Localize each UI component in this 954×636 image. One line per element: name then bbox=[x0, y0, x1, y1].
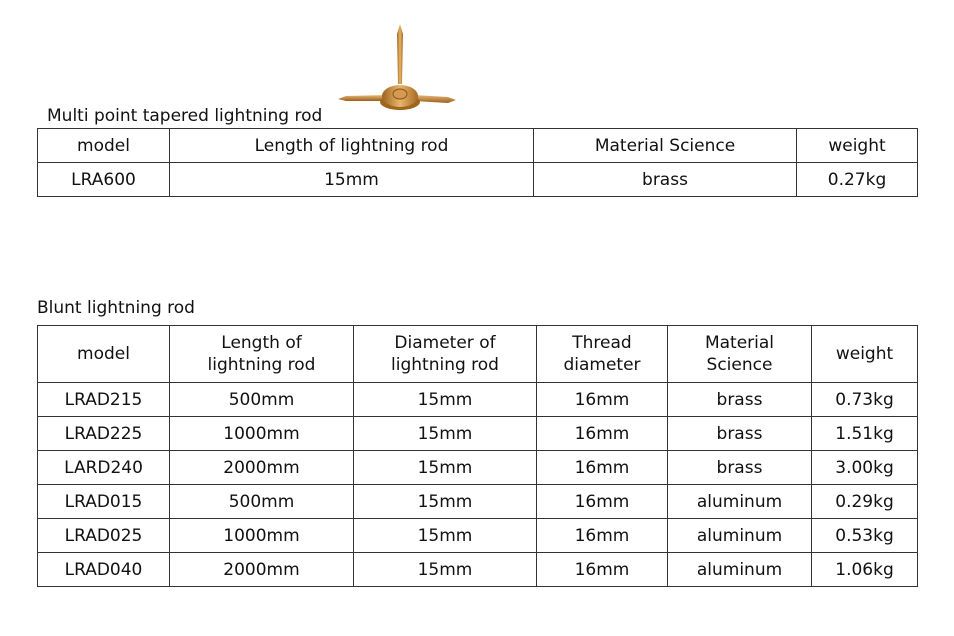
multi-point-rod-caption: Multi point tapered lightning rod bbox=[47, 106, 323, 126]
table-row bbox=[38, 417, 918, 451]
cell-material: aluminum bbox=[668, 553, 812, 587]
cell-material: brass bbox=[534, 163, 797, 197]
header-material: Material Science bbox=[534, 129, 797, 163]
cell-model: LRAD215 bbox=[38, 383, 170, 417]
cell-length: 2000mm bbox=[170, 451, 354, 485]
cell-thread-diameter: 16mm bbox=[537, 417, 668, 451]
cell-model: LRAD040 bbox=[38, 553, 170, 587]
cell-diameter: 15mm bbox=[354, 553, 537, 587]
cell-material: brass bbox=[668, 383, 812, 417]
cell-thread-diameter: 16mm bbox=[537, 383, 668, 417]
table-row bbox=[38, 485, 918, 519]
cell-weight: 1.06kg bbox=[812, 553, 918, 587]
header-thread-diameter: Thread diameter bbox=[537, 326, 668, 383]
cell-weight: 3.00kg bbox=[812, 451, 918, 485]
cell-length: 500mm bbox=[170, 485, 354, 519]
cell-model: LARD240 bbox=[38, 451, 170, 485]
blunt-rod-table bbox=[37, 325, 918, 587]
header-weight: weight bbox=[797, 129, 918, 163]
cell-length: 500mm bbox=[170, 383, 354, 417]
cell-weight: 1.51kg bbox=[812, 417, 918, 451]
multi-point-lightning-rod-icon bbox=[336, 22, 458, 114]
header-length: Length of lightning rod bbox=[170, 326, 354, 383]
cell-material: brass bbox=[668, 417, 812, 451]
cell-thread-diameter: 16mm bbox=[537, 451, 668, 485]
cell-material: aluminum bbox=[668, 519, 812, 553]
cell-weight: 0.27kg bbox=[797, 163, 918, 197]
cell-diameter: 15mm bbox=[354, 383, 537, 417]
cell-material: aluminum bbox=[668, 485, 812, 519]
header-length: Length of lightning rod bbox=[170, 129, 534, 163]
cell-material: brass bbox=[668, 451, 812, 485]
cell-diameter: 15mm bbox=[354, 485, 537, 519]
header-material: Material Science bbox=[668, 326, 812, 383]
cell-diameter: 15mm bbox=[354, 519, 537, 553]
multi-point-rod-table bbox=[37, 128, 918, 197]
cell-thread-diameter: 16mm bbox=[537, 553, 668, 587]
table-row bbox=[38, 163, 918, 197]
cell-weight: 0.73kg bbox=[812, 383, 918, 417]
cell-model: LRA600 bbox=[38, 163, 170, 197]
table-row bbox=[38, 451, 918, 485]
blunt-rod-caption: Blunt lightning rod bbox=[37, 298, 195, 318]
table-header-row bbox=[38, 326, 918, 383]
header-model: model bbox=[38, 129, 170, 163]
table-row bbox=[38, 553, 918, 587]
cell-diameter: 15mm bbox=[354, 451, 537, 485]
table-row bbox=[38, 519, 918, 553]
cell-model: LRAD225 bbox=[38, 417, 170, 451]
header-model: model bbox=[38, 326, 170, 383]
cell-thread-diameter: 16mm bbox=[537, 485, 668, 519]
cell-length: 2000mm bbox=[170, 553, 354, 587]
cell-thread-diameter: 16mm bbox=[537, 519, 668, 553]
cell-weight: 0.53kg bbox=[812, 519, 918, 553]
table-row bbox=[38, 383, 918, 417]
header-diameter: Diameter of lightning rod bbox=[354, 326, 537, 383]
table-header-row bbox=[38, 129, 918, 163]
header-weight: weight bbox=[812, 326, 918, 383]
cell-weight: 0.29kg bbox=[812, 485, 918, 519]
cell-length: 1000mm bbox=[170, 519, 354, 553]
cell-model: LRAD015 bbox=[38, 485, 170, 519]
cell-diameter: 15mm bbox=[354, 417, 537, 451]
cell-length: 1000mm bbox=[170, 417, 354, 451]
cell-length: 15mm bbox=[170, 163, 534, 197]
cell-model: LRAD025 bbox=[38, 519, 170, 553]
